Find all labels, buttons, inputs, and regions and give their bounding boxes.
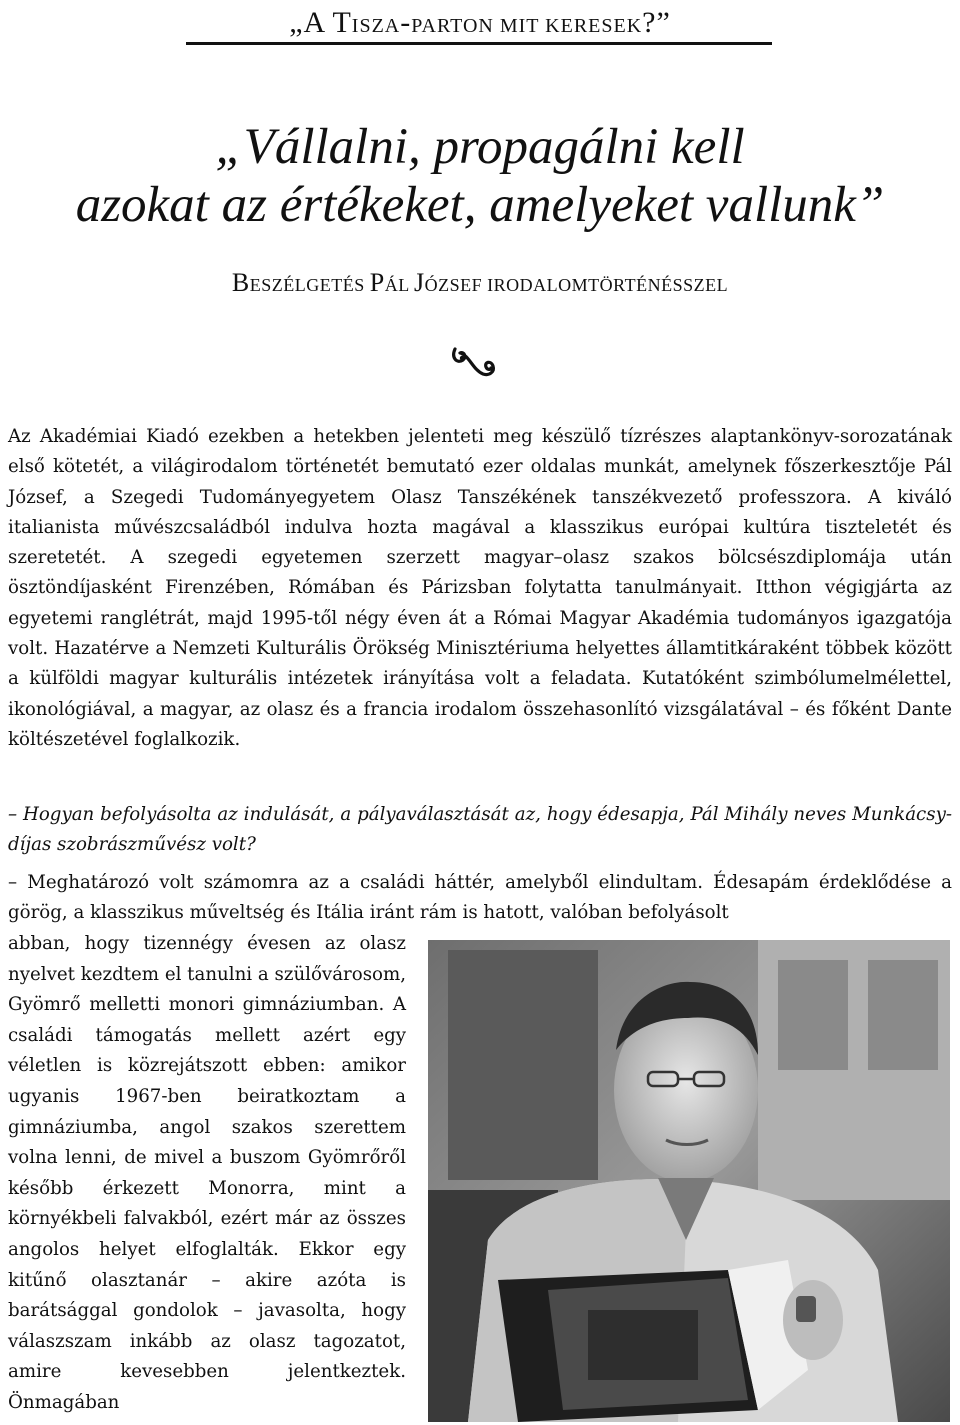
subtitle-part: B: [231, 268, 250, 297]
intro-text: Az Akadémiai Kiadó ezekben a hetekben jelenteti meg készülő tízrészes alaptankönyv-sorozatának első kötetét, a világirodalom történetét bemutató ezer oldalas munkát, amelynek főszerkesztője Pál József, a Szegedi Tudományegyetem Olasz Tanszékének tanszékvezető professzora. A kiváló italianista művészcsaládból indulva hozta magával a klasszikus európai kultúra tiszteletét és szeretetét. A szegedi egyetemen szerzett magyar–olasz szakos bölcsészdiplomája után ösztöndíjasként Firenzében, Rómában és Párizsban folytatta tanulmányait. Itthon végigjárta az egyetemi ranglétrát, majd 1995-től négy éven át a Római Magyar Akadémia tudományos igazgatója volt. Hazatérve a Nemzeti Kulturális Örökség Minisztériuma helyettes államtitkáraként többek között a külföldi magyar kulturális intézetek irányítása volt a feladata. Kutatóként szimbólumelmélettel, ikonológiával, a magyar, az olasz és a francia irodalom összehasonlító vizsgálatával – és főként Dante költészetével foglalkozik.: [8, 426, 952, 750]
interview-answer-column: [8, 929, 406, 1419]
running-head-part: ?”: [642, 6, 671, 39]
answer-lead-text: – Meghatározó volt számomra az a családi háttér, amelyből elindultam. Édesapám érdeklődése a görög, a klasszikus műveltség és Itália iránt rám is hatott, valóban befolyásolt: [8, 872, 952, 924]
subtitle-part: ÓZSEF IRODALOMTÖRTÉNÉSSZEL: [424, 275, 729, 295]
subtitle-part: ÁL: [384, 275, 415, 295]
interview-answer-lead: [8, 868, 952, 929]
title-line: azokat az értékeket, amelyeket vallunk”: [75, 177, 885, 233]
answer-column-text: abban, hogy tizennégy évesen az olasz nyelvet kezdtem el tanulni a szülővárosom, Gyömrő melletti monori gimnáziumban. A családi támogatás mellett azért egy véletlen is közrejátszott ebben: amikor ugyanis 1967-ben beiratkoztam a gimnáziumba, angol szakos szerettem volna lenni, de mivel a buszom Gyömrőről később érkezett Monorra, mint a környékbeli falvakból, ezért már az összes angolos helyet elfoglalták. Ekkor egy kitűnő olasztanár – akire azóta is barátsággal gondolok – javasolta, hogy válaszszam inkább az olasz tagozatot, amire kevesebben jelentkeztek. Önmagában: [8, 933, 406, 1413]
subtitle-part: J: [414, 268, 425, 297]
article-title: [0, 118, 960, 234]
question-text: – Hogyan befolyásolta az indulását, a pályaválasztását az, hogy édesapja, Pál Mihály neves Munkácsy-díjas szobrászművész volt?: [8, 804, 952, 856]
running-head-part: -: [400, 6, 412, 39]
subtitle-part: P: [369, 268, 385, 297]
article-subtitle: [0, 268, 960, 298]
interview-question: [8, 800, 952, 861]
title-line: „Vállalni, propagálni kell: [215, 119, 745, 175]
header-rule: [186, 42, 772, 45]
running-head: [0, 6, 960, 40]
running-head-part: „A T: [289, 6, 352, 39]
portrait-photo: [428, 940, 950, 1422]
running-head-part: PARTON MIT KERESEK: [411, 15, 643, 37]
intro-paragraph: [8, 422, 952, 755]
running-head-part: ISZA: [351, 15, 401, 37]
subtitle-part: ESZÉLGETÉS: [249, 275, 370, 295]
fleuron-ornament-icon: [449, 346, 499, 380]
